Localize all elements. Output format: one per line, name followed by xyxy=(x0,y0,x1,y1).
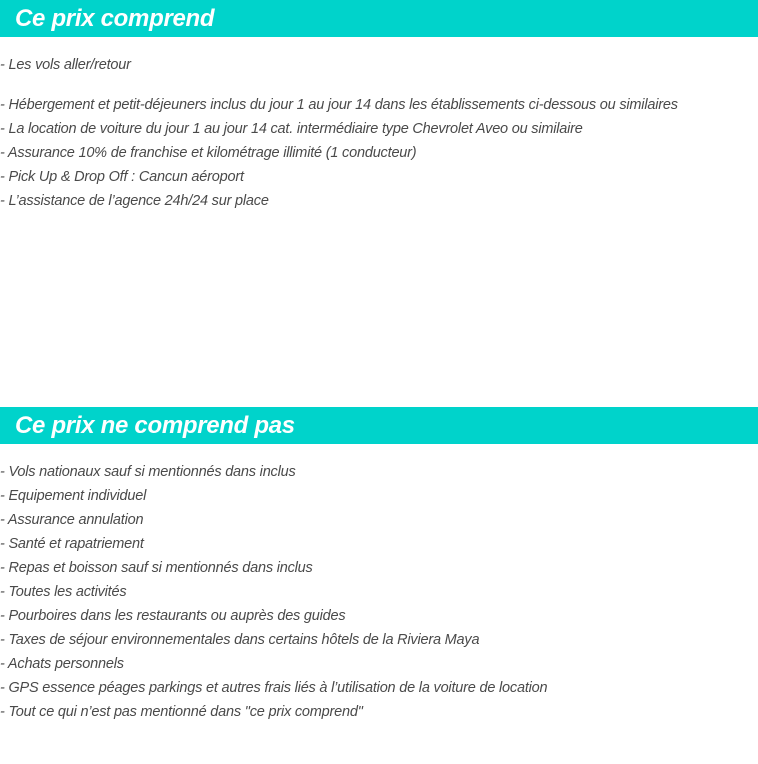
list-item: - Equipement individuel xyxy=(0,488,147,504)
list-item: - Vols nationaux sauf si mentionnés dans inclus xyxy=(0,464,296,480)
list-item: - L’assistance de l’agence 24h/24 sur place xyxy=(0,193,269,209)
list-item: - Pourboires dans les restaurants ou auprès des guides xyxy=(0,608,346,624)
list-item: - La location de voiture du jour 1 au jour 14 cat. intermédiaire type Chevrolet Aveo ou similaire xyxy=(0,121,583,137)
list-item: - Assurance annulation xyxy=(0,512,144,528)
list-item: - Pick Up & Drop Off : Cancun aéroport xyxy=(0,169,244,185)
list-item: - Les vols aller/retour xyxy=(0,57,131,73)
excluded-section-title: Ce prix ne comprend pas xyxy=(0,407,758,444)
list-item: - Santé et rapatriement xyxy=(0,536,144,552)
list-item: - GPS essence péages parkings et autres frais liés à l’utilisation de la voiture de location xyxy=(0,680,548,696)
list-item: - Hébergement et petit-déjeuners inclus du jour 1 au jour 14 dans les établissements ci-dessous ou similaires xyxy=(0,97,678,113)
included-section-title: Ce prix comprend xyxy=(0,0,758,37)
list-item: - Taxes de séjour environnementales dans certains hôtels de la Riviera Maya xyxy=(0,632,480,648)
list-item: - Repas et boisson sauf si mentionnés dans inclus xyxy=(0,560,313,576)
list-item: - Assurance 10% de franchise et kilométrage illimité (1 conducteur) xyxy=(0,145,417,161)
included-list xyxy=(0,53,678,213)
list-item: - Achats personnels xyxy=(0,656,124,672)
list-item: - Toutes les activités xyxy=(0,584,127,600)
excluded-list xyxy=(0,460,547,724)
list-item: - Tout ce qui n’est pas mentionné dans "ce prix comprend" xyxy=(0,704,363,720)
